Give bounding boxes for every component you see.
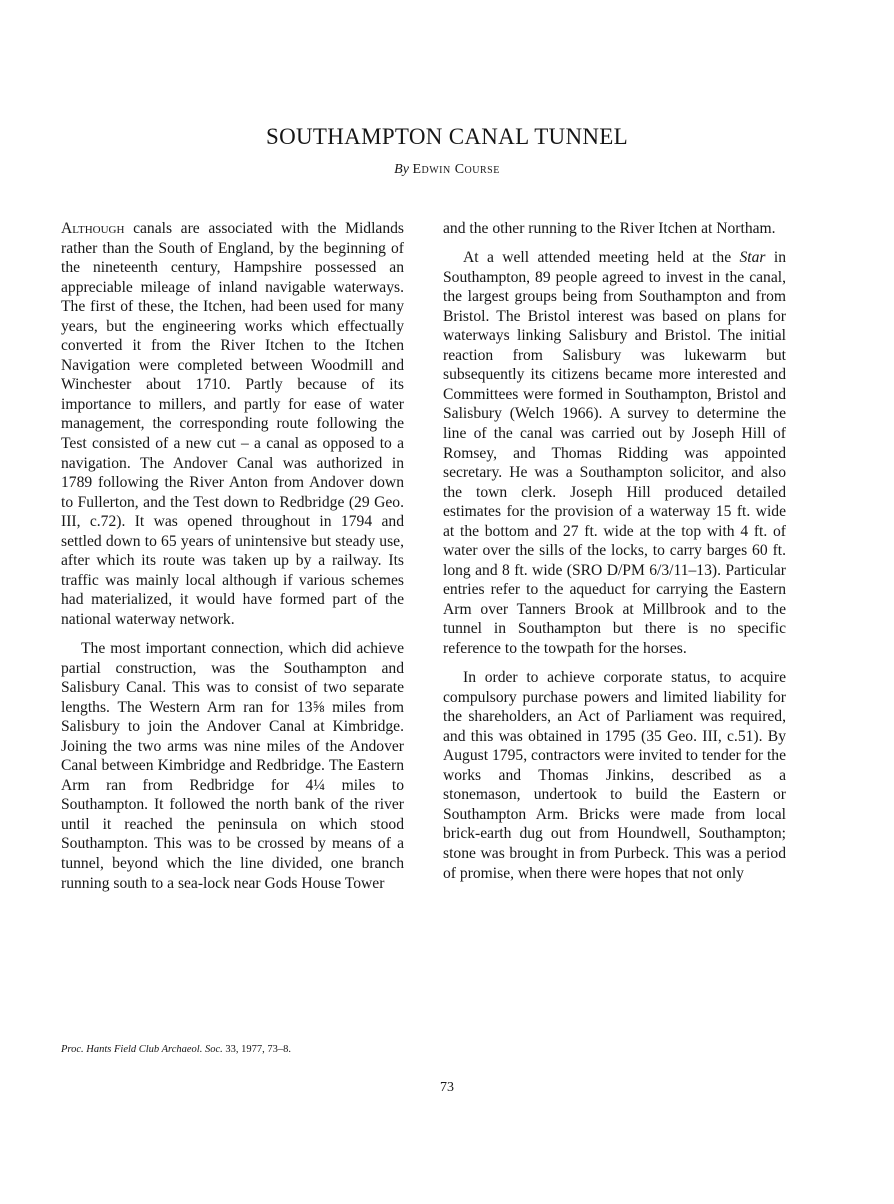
paragraph	[61, 219, 404, 629]
paragraph: The most important connection, which did achieve partial construction, was the Southampton and Salisbury Canal. This was to consist of two separate lengths. The Western Arm ran for 13⅝ miles from Salisbury to join the Andover Canal at Kimbridge. Joining the two arms was nine miles of the Andover Canal between Kimbridge and Redbridge. The Eastern Arm ran from Redbridge for 4¼ miles to Southampton. It followed the north bank of the river until it reached the peninsula on which stood Southampton. This was to be crossed by means of a tunnel, beyond which the line divided, one branch running south to a sea-lock near Gods House Tower	[61, 639, 404, 892]
byline-by: By	[394, 162, 409, 177]
page-number: 73	[440, 1080, 454, 1095]
left-column	[61, 219, 404, 903]
journal-name: Proc. Hants Field Club Archaeol. Soc.	[61, 1044, 223, 1055]
paragraph-text: in Southampton, 89 people agreed to invest in the canal, the largest groups being from Southampton and from Bristol. The Bristol interest was based on plans for waterways linking Salisbury and Bristol. The initial reaction from Salisbury was lukewarm but subsequently its citizens became more interested and Committees were formed in Southampton, Bristol and Salisbury (Welch 1966). A survey to determine the line of the canal was carried out by Joseph Hill of Romsey, and Thomas Ridding was appointed secretary. He was a Southampton solicitor, and also the town clerk. Joseph Hill produced detailed estimates for the provision of a waterway 15 ft. wide at the bottom and 27 ft. wide at the top with 4 ft. of water over the sills of the locks, to carry barges 60 ft. long and 8 ft. wide (SRO D/PM 6/3/11–13). Particular entries refer to the aqueduct for carrying the Eastern Arm over Tanners Brook at Millbrook and to the tunnel in Southampton but there is no specific reference to the towpath for the horses.	[443, 249, 787, 657]
paragraph-text: canals are associated with the Midlands rather than the South of England, by the beginning of the nineteenth century, Hampshire possessed an appreciable mileage of inland navigable waterways. The first of these, the Itchen, had been used for many years, but the engineering works which effectually converted it from the River Itchen to the Itchen Navigation were completed between Woodmill and Winchester about 1710. Partly because of its importance to millers, and partly for ease of water management, the corresponding route following the Test consisted of a new cut – a canal as opposed to a navigation. The Andover Canal was authorized in 1789 following the River Anton from Andover down to Fullerton, and the Test down to Redbridge (29 Geo. III, c.72). It was opened throughout in 1794 and settled down to 65 years of unintensive but steady use, after which its route was taken up by a railway. Its traffic was mainly local although if various schemes had materialized, it would have formed part of the national waterway network.	[61, 220, 404, 628]
drop-lead-word: Although	[61, 220, 125, 237]
italic-text: Star	[739, 249, 766, 267]
paragraph: In order to achieve corporate status, to acquire compulsory purchase powers and limited liability for the shareholders, an Act of Parliament was required, and this was obtained in 1795 (35 Geo. III, c.51). By August 1795, contractors were invited to tender for the works and Thomas Jinkins, described as a stonemason, undertook to build the Eastern or Southampton Arm. Bricks were made from local brick-earth dug out from Houndwell, Southampton; stone was brought in from Purbeck. This was a period of promise, when there were hopes that not only	[443, 669, 786, 882]
citation-details: 33, 1977, 73–8.	[225, 1044, 292, 1055]
paragraph: and the other running to the River Itchen at Northam.	[443, 220, 776, 237]
paragraph	[443, 248, 786, 658]
article-title: SOUTHAMPTON CANAL TUNNEL	[265, 124, 628, 149]
right-column	[443, 219, 786, 893]
byline	[0, 162, 894, 178]
paragraph-text: At a well attended meeting held at the	[463, 249, 732, 267]
citation-footnote	[61, 1044, 291, 1055]
author-name: Edwin Course	[412, 162, 500, 177]
